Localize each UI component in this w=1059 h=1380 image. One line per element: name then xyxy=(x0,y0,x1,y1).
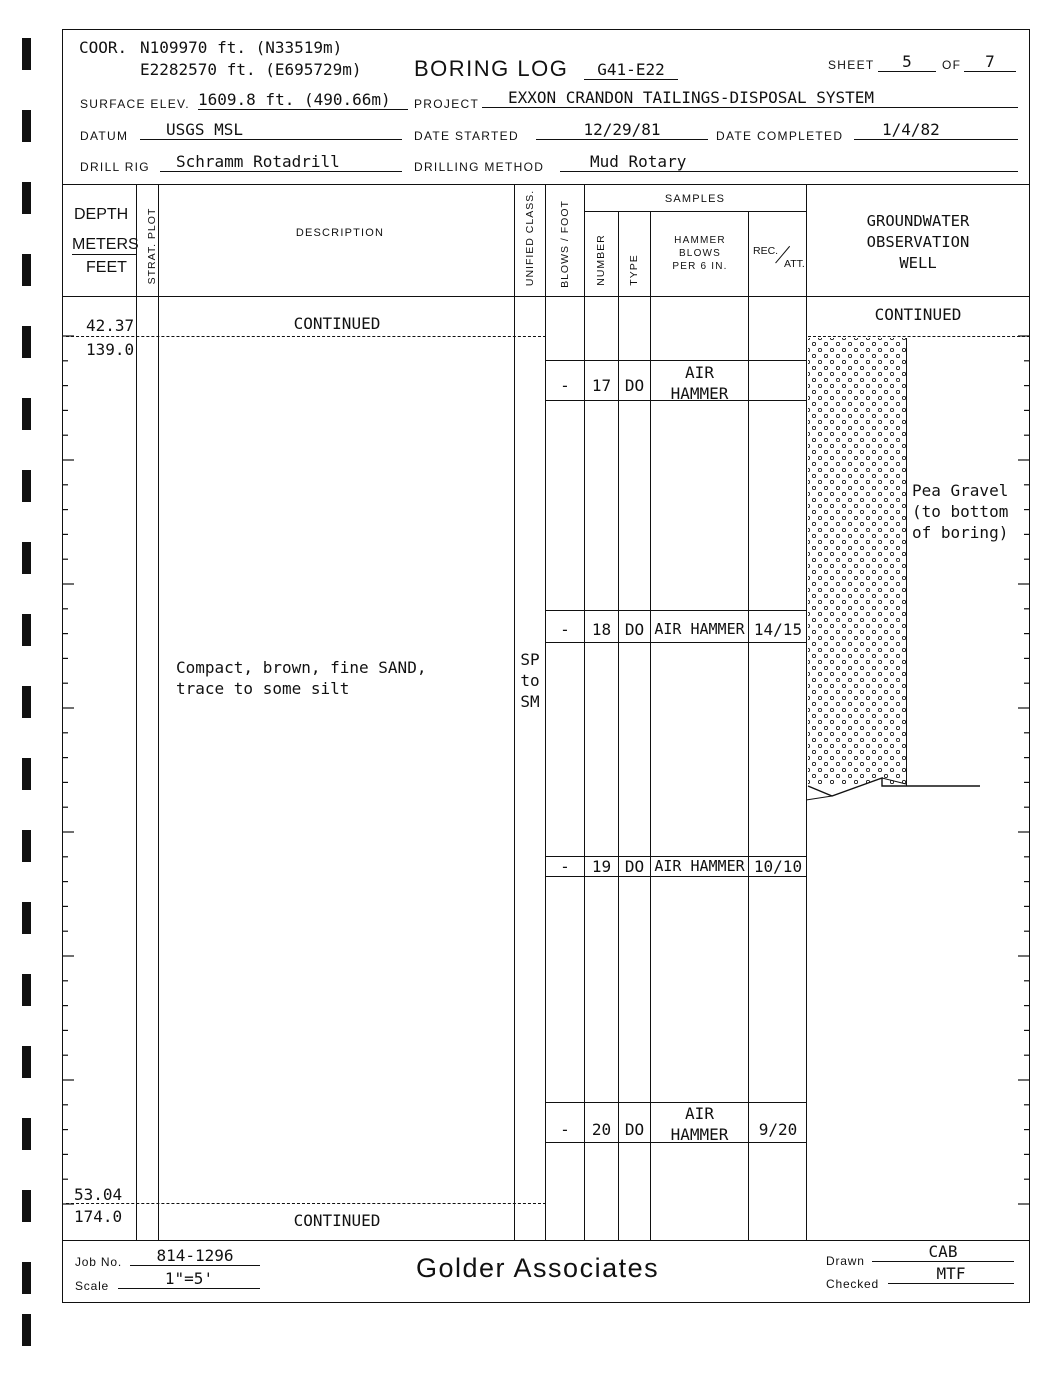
samples-header: SAMPLES xyxy=(664,193,726,205)
coor-north: N109970 ft. (N33519m) xyxy=(140,38,343,57)
col-line-rec xyxy=(806,184,807,1240)
bottom-depth-rule xyxy=(66,1203,546,1204)
date-completed-value: 1/4/82 xyxy=(854,120,1018,140)
continued-top: CONTINUED xyxy=(293,314,381,333)
project-label: PROJECT xyxy=(414,97,480,111)
sheet-total: 7 xyxy=(964,52,1016,72)
sample-17-hammer: AIR HAMMER xyxy=(670,363,729,403)
binder-hole xyxy=(22,38,31,70)
binder-hole xyxy=(22,254,31,286)
sample-17-blows: - xyxy=(560,376,570,395)
samples-divider xyxy=(584,211,806,212)
date-started-label: DATE STARTED xyxy=(414,129,519,143)
top-depth-rule xyxy=(66,336,546,337)
continued-well: CONTINUED xyxy=(874,305,962,324)
col-line-unified xyxy=(545,184,546,1240)
sample-18-top-rule xyxy=(546,610,806,611)
depth-header: DEPTH xyxy=(74,206,129,223)
sample-19-hammer: AIR HAMMER xyxy=(654,857,745,875)
description-line-2: trace to some silt xyxy=(176,679,350,698)
company-name: Golder Associates xyxy=(416,1253,660,1283)
depth-scale-right xyxy=(1010,296,1030,1240)
binder-hole xyxy=(22,1046,31,1078)
blows-foot-header: BLOWS / FOOT xyxy=(559,200,571,288)
binder-hole xyxy=(22,182,31,214)
description-header: DESCRIPTION xyxy=(295,227,385,239)
log-id: G41-E22 xyxy=(584,60,678,80)
col-line-strat xyxy=(158,184,159,1240)
date-started-value: 12/29/81 xyxy=(536,120,708,140)
well-casing-left xyxy=(906,338,907,786)
sample-17-top-rule xyxy=(546,360,806,361)
sample-20-blows: - xyxy=(560,1120,570,1139)
unified-class-header: UNIFIED CLASS. xyxy=(524,189,536,287)
binder-hole xyxy=(22,110,31,142)
of-label: OF xyxy=(942,58,962,72)
unified-class: SP to SM xyxy=(520,650,540,711)
job-no-label: Job No. xyxy=(75,1255,122,1269)
bottom-depth-meters: 53.04 xyxy=(74,1185,123,1204)
binder-hole xyxy=(22,758,31,790)
scale-value: 1"=5' xyxy=(118,1269,260,1289)
sample-17-type: DO xyxy=(624,376,645,395)
well-top-rule xyxy=(808,336,1030,337)
drilling-method-label: DRILLING METHOD xyxy=(414,160,545,174)
att-header: ATT. xyxy=(784,258,805,270)
header-divider xyxy=(62,184,1030,185)
well-bottom-break xyxy=(806,770,986,802)
col-line-blows xyxy=(584,184,585,1240)
checked-value: MTF xyxy=(888,1264,1014,1284)
binder-hole xyxy=(22,1262,31,1294)
datum-value: USGS MSL xyxy=(140,120,402,140)
binder-hole xyxy=(22,902,31,934)
checked-label: Checked xyxy=(826,1277,879,1291)
sample-20-rec-att: 9/20 xyxy=(758,1120,798,1139)
bottom-depth-feet: 174.0 xyxy=(74,1207,123,1226)
drill-rig-label: DRILL RIG xyxy=(80,160,150,174)
binder-hole xyxy=(22,398,31,430)
date-completed-label: DATE COMPLETED xyxy=(716,129,844,143)
number-header: NUMBER xyxy=(595,234,607,286)
coor-label: COOR. xyxy=(79,38,128,57)
drawn-value: CAB xyxy=(872,1242,1014,1262)
soil-description xyxy=(176,657,426,699)
pea-gravel-fill xyxy=(808,338,906,786)
sample-20-type: DO xyxy=(624,1120,645,1139)
sample-19-blows: - xyxy=(560,857,570,876)
col-line-depth xyxy=(136,184,137,1240)
col-line-desc xyxy=(514,184,515,1240)
sample-18-blows: - xyxy=(560,620,570,639)
groundwater-header: GROUNDWATER OBSERVATION WELL xyxy=(866,212,970,272)
depth-scale-left xyxy=(62,296,82,1240)
binder-hole xyxy=(22,1314,31,1346)
type-header: TYPE xyxy=(628,254,640,286)
strat-plot-header: STRAT. PLOT xyxy=(146,207,158,285)
sheet-number: 5 xyxy=(878,52,936,72)
sample-19-number: 19 xyxy=(591,857,612,876)
rec-header: REC. xyxy=(753,245,779,257)
meters-header: METERS xyxy=(72,236,139,253)
column-header-divider xyxy=(62,296,1030,297)
binder-hole xyxy=(22,686,31,718)
drilling-method-value: Mud Rotary xyxy=(560,152,1018,172)
sample-17-number: 17 xyxy=(591,376,612,395)
surface-elev-value: 1609.8 ft. (490.66m) xyxy=(198,90,408,110)
top-depth-meters: 42.37 xyxy=(86,316,135,335)
drill-rig-value: Schramm Rotadrill xyxy=(160,152,402,172)
feet-header: FEET xyxy=(86,259,127,276)
top-depth-feet: 139.0 xyxy=(86,340,135,359)
pea-gravel-label: Pea Gravel (to bottom of boring) xyxy=(912,481,1009,542)
sample-20-number: 20 xyxy=(591,1120,612,1139)
sample-19-type: DO xyxy=(624,857,645,876)
coor-east: E2282570 ft. (E695729m) xyxy=(140,60,362,79)
binder-hole xyxy=(22,542,31,574)
binder-hole xyxy=(22,470,31,502)
datum-label: DATUM xyxy=(80,129,129,143)
hammer-blows-header: HAMMER BLOWS PER 6 IN. xyxy=(672,235,728,272)
sample-20-hammer: AIR HAMMER xyxy=(670,1104,729,1144)
form-title: BORING LOG xyxy=(414,56,569,81)
sheet-label: SHEET xyxy=(828,58,875,72)
binder-hole xyxy=(22,830,31,862)
binder-hole xyxy=(22,326,31,358)
scale-label: Scale xyxy=(75,1279,110,1293)
binder-hole xyxy=(22,974,31,1006)
binder-hole xyxy=(22,1190,31,1222)
binder-hole xyxy=(22,614,31,646)
sample-18-hammer: AIR HAMMER xyxy=(654,620,745,638)
drawn-label: Drawn xyxy=(826,1254,865,1268)
project-value: EXXON CRANDON TAILINGS-DISPOSAL SYSTEM xyxy=(482,88,1018,108)
description-line-1: Compact, brown, fine SAND, xyxy=(176,658,427,677)
sample-18-type: DO xyxy=(624,620,645,639)
sample-18-rec-att: 14/15 xyxy=(753,620,803,639)
sample-19-rec-att: 10/10 xyxy=(753,857,803,876)
sample-18-bottom-rule xyxy=(546,642,806,643)
col-line-hammer xyxy=(748,211,749,1240)
footer-divider xyxy=(62,1240,1030,1241)
job-no-value: 814-1296 xyxy=(130,1246,260,1266)
sample-18-number: 18 xyxy=(591,620,612,639)
continued-bottom: CONTINUED xyxy=(293,1211,381,1230)
surface-elev-label: SURFACE ELEV. xyxy=(80,97,190,111)
col-line-number xyxy=(618,211,619,1240)
sample-19-bottom-rule xyxy=(546,876,806,877)
binder-hole xyxy=(22,1118,31,1150)
